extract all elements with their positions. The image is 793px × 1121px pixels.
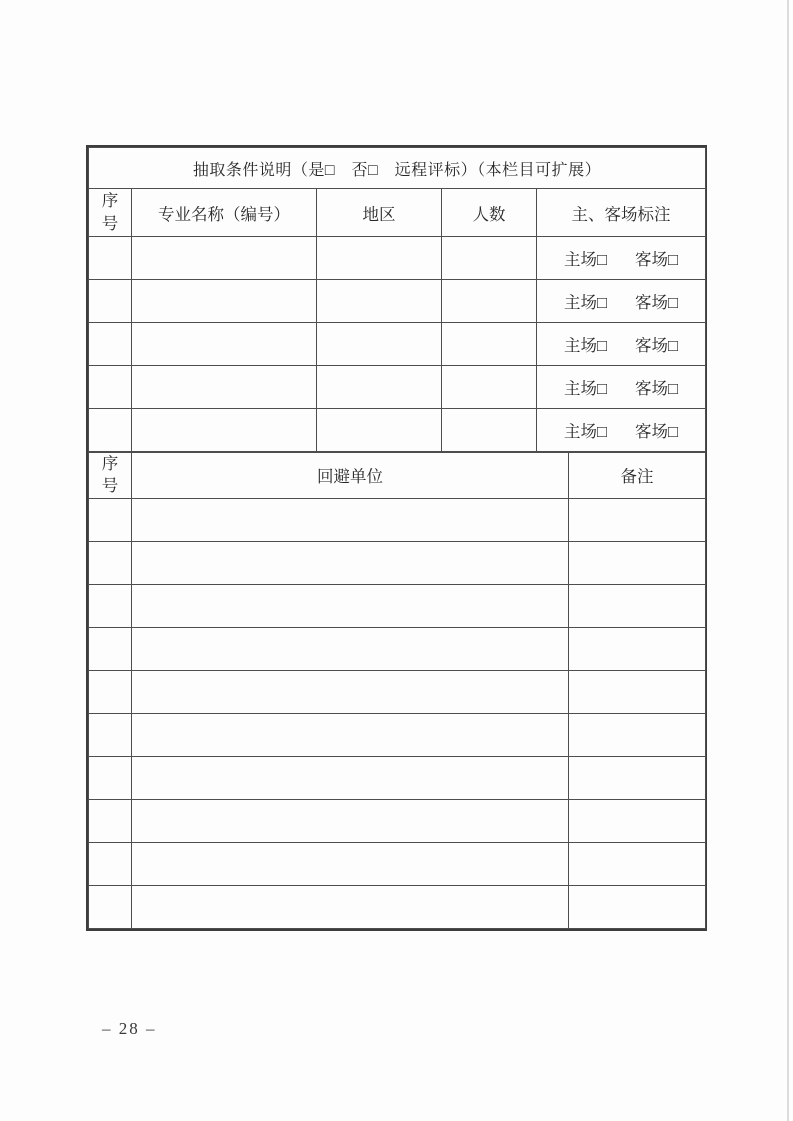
cell-region — [317, 237, 442, 280]
away-checkbox-label: 客场□ — [635, 336, 678, 355]
conditions-row — [89, 323, 706, 366]
cell-seq — [89, 584, 132, 627]
conditions-row — [89, 237, 706, 280]
home-checkbox-label: 主场□ — [564, 250, 608, 269]
header-seq — [89, 453, 132, 499]
cell-avoid-unit — [132, 627, 569, 670]
cell-avoid-unit — [132, 842, 569, 885]
avoidance-row — [89, 627, 706, 670]
avoidance-row — [89, 713, 706, 756]
header-seq — [89, 189, 132, 237]
away-checkbox-label: 客场□ — [635, 379, 678, 398]
avoidance-row — [89, 885, 706, 928]
away-checkbox-label: 客场□ — [635, 293, 678, 312]
cell-specialty — [132, 237, 317, 280]
cell-avoid-unit — [132, 756, 569, 799]
away-checkbox-label: 客场□ — [635, 250, 678, 269]
avoidance-row — [89, 670, 706, 713]
cell-remark — [569, 627, 706, 670]
cell-venue — [537, 366, 706, 409]
cell-remark — [569, 885, 706, 928]
cell-venue — [537, 237, 706, 280]
header-seq-label: 序号 — [101, 454, 119, 496]
cell-specialty — [132, 409, 317, 452]
cell-seq — [89, 713, 132, 756]
avoidance-row — [89, 584, 706, 627]
cell-seq — [89, 885, 132, 928]
away-checkbox-label: 客场□ — [635, 422, 678, 441]
cell-remark — [569, 713, 706, 756]
cell-region — [317, 409, 442, 452]
cell-avoid-unit — [132, 498, 569, 541]
avoidance-row — [89, 541, 706, 584]
header-venue-mark: 主、客场标注 — [537, 189, 706, 237]
cell-seq — [89, 366, 132, 409]
cell-seq — [89, 498, 132, 541]
header-remark: 备注 — [569, 453, 706, 499]
cell-remark — [569, 670, 706, 713]
page-number: – 28 – — [102, 1019, 157, 1038]
cell-remark — [569, 498, 706, 541]
cell-remark — [569, 584, 706, 627]
cell-headcount — [442, 323, 537, 366]
cell-remark — [569, 756, 706, 799]
avoidance-header-row — [89, 453, 706, 499]
conditions-header-row — [89, 189, 706, 237]
home-checkbox-label: 主场□ — [564, 293, 608, 312]
cell-venue — [537, 280, 706, 323]
header-seq-label: 序号 — [101, 191, 119, 233]
cell-seq — [89, 409, 132, 452]
cell-seq — [89, 842, 132, 885]
cell-region — [317, 366, 442, 409]
cell-remark — [569, 541, 706, 584]
cell-specialty — [132, 366, 317, 409]
cell-avoid-unit — [132, 541, 569, 584]
home-checkbox-label: 主场□ — [564, 422, 608, 441]
conditions-row — [89, 366, 706, 409]
avoidance-row — [89, 842, 706, 885]
cell-avoid-unit — [132, 670, 569, 713]
cell-seq — [89, 627, 132, 670]
avoidance-units-table — [88, 452, 706, 929]
cell-seq — [89, 541, 132, 584]
scan-edge-artifact — [787, 0, 789, 1121]
conditions-row — [89, 280, 706, 323]
cell-seq — [89, 323, 132, 366]
cell-seq — [89, 670, 132, 713]
cell-seq — [89, 799, 132, 842]
avoidance-row — [89, 799, 706, 842]
cell-headcount — [442, 366, 537, 409]
header-region: 地区 — [317, 189, 442, 237]
cell-region — [317, 280, 442, 323]
conditions-row — [89, 409, 706, 452]
avoidance-row — [89, 756, 706, 799]
header-headcount: 人数 — [442, 189, 537, 237]
cell-headcount — [442, 280, 537, 323]
cell-headcount — [442, 409, 537, 452]
cell-avoid-unit — [132, 713, 569, 756]
cell-remark — [569, 799, 706, 842]
cell-specialty — [132, 280, 317, 323]
cell-headcount — [442, 237, 537, 280]
cell-venue — [537, 323, 706, 366]
cell-seq — [89, 237, 132, 280]
cell-avoid-unit — [132, 885, 569, 928]
header-specialty: 专业名称（编号） — [132, 189, 317, 237]
cell-venue — [537, 409, 706, 452]
cell-region — [317, 323, 442, 366]
table-title: 抽取条件说明（是□ 否□ 远程评标）（本栏目可扩展） — [89, 148, 706, 189]
avoidance-row — [89, 498, 706, 541]
expert-extraction-form — [86, 145, 707, 931]
home-checkbox-label: 主场□ — [564, 379, 608, 398]
avoidance-table-body — [89, 453, 706, 929]
cell-remark — [569, 842, 706, 885]
header-avoid-unit: 回避单位 — [132, 453, 569, 499]
cell-avoid-unit — [132, 799, 569, 842]
cell-specialty — [132, 323, 317, 366]
cell-avoid-unit — [132, 584, 569, 627]
cell-seq — [89, 756, 132, 799]
home-checkbox-label: 主场□ — [564, 336, 608, 355]
cell-seq — [89, 280, 132, 323]
table-title-row — [89, 148, 706, 189]
extraction-conditions-table — [88, 147, 706, 452]
